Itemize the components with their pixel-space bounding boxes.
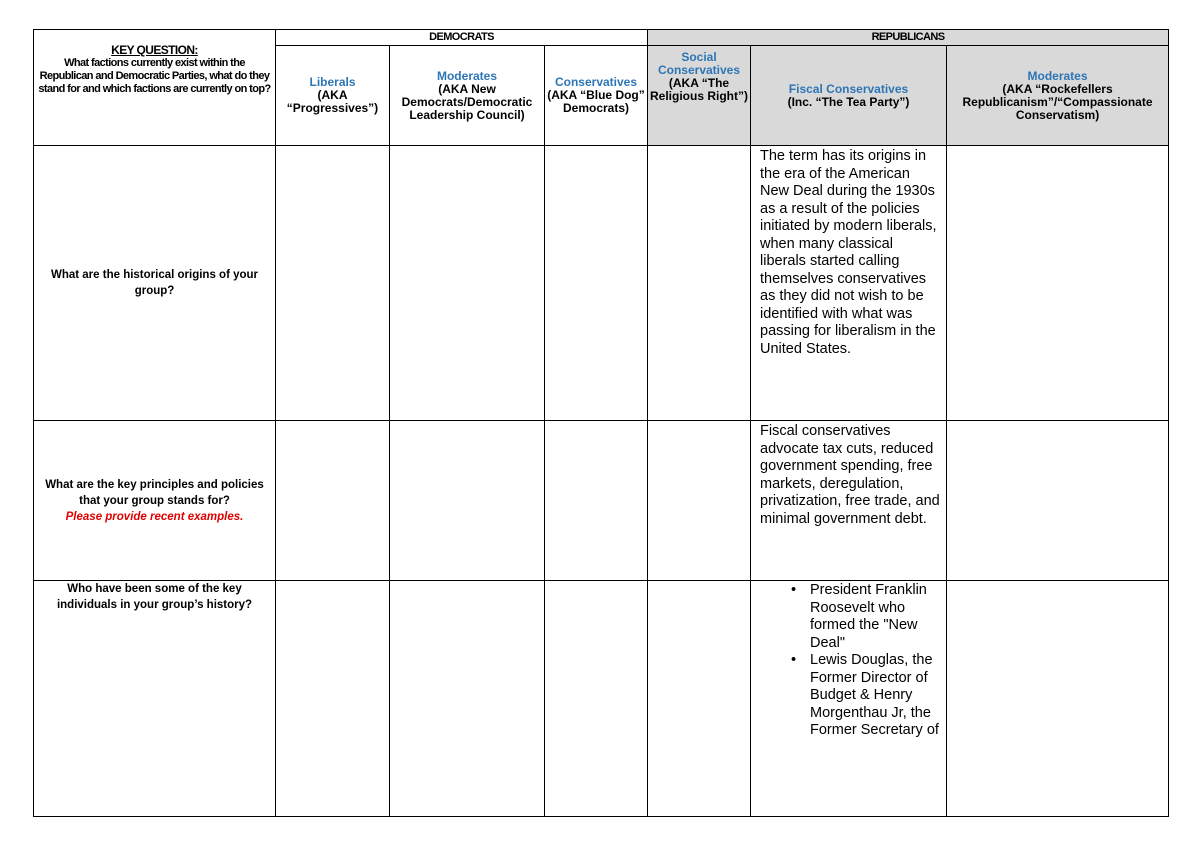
answer-fiscal-principles[interactable]: Fiscal conservatives advocate tax cuts, reduced government spending, free markets, deregulation, privatization, free trade, and minimal government debt.	[751, 421, 947, 581]
faction-name: Moderates	[436, 68, 498, 83]
faction-header-fiscal-conservatives	[751, 46, 947, 146]
democrats-header: DEMOCRATS	[276, 30, 648, 46]
list-item: • Lewis Douglas, the Former Director of Budget & Henry Morgenthau Jr, the Former Secretary of	[810, 652, 940, 740]
question-principles-note: Please provide recent examples.	[65, 510, 244, 523]
answer-fiscal-origins[interactable]: The term has its origins in the era of the American New Deal during the 1930s as a result of the policies initiated by modern liberals, when many classical liberals started calling themselves conservatives as they did not wish to be identified with what was passing for liberalism in the United States.	[751, 146, 947, 421]
faction-aka: (AKA “The Religious Right”)	[650, 76, 748, 103]
answer-cell[interactable]	[390, 421, 545, 581]
answer-cell[interactable]	[947, 146, 1169, 421]
answer-fiscal-individuals[interactable]	[751, 581, 947, 817]
faction-aka: (AKA “Progressives”)	[286, 88, 379, 115]
faction-name: Moderates	[1027, 68, 1088, 83]
faction-aka: (AKA New Democrats/Democratic Leadership Council)	[401, 81, 533, 122]
party-header-row	[34, 30, 1169, 46]
faction-aka: (AKA “Rockefellers Republicanism”/“Compassionate Conservatism)	[962, 81, 1153, 122]
faction-header-rep-moderates	[947, 46, 1169, 146]
factions-table	[33, 29, 1169, 817]
faction-aka: (AKA “Blue Dog” Democrats)	[547, 88, 645, 115]
answer-cell[interactable]	[648, 421, 751, 581]
answer-cell[interactable]	[545, 146, 648, 421]
question-principles-cell	[34, 421, 276, 581]
key-question-cell	[34, 30, 276, 146]
question-individuals: Who have been some of the key individuals in your group’s history?	[34, 581, 276, 817]
individuals-list	[760, 582, 940, 740]
key-question-title: KEY QUESTION:	[111, 43, 198, 57]
faction-name: Liberals	[309, 75, 356, 89]
answer-cell[interactable]	[648, 146, 751, 421]
faction-header-dem-conservatives	[545, 46, 648, 146]
answer-cell[interactable]	[390, 146, 545, 421]
faction-header-liberals	[276, 46, 390, 146]
key-question-text: What factions currently exist within the Republican and Democratic Parties, what do they stand for and which factions are currently on top?	[38, 57, 271, 95]
question-origins: What are the historical origins of your group?	[34, 146, 276, 421]
answer-cell[interactable]	[947, 421, 1169, 581]
answer-cell[interactable]	[947, 581, 1169, 817]
answer-cell[interactable]	[545, 581, 648, 817]
faction-aka: (Inc. “The Tea Party”)	[787, 94, 910, 109]
answer-cell[interactable]	[276, 581, 390, 817]
answer-cell[interactable]	[276, 146, 390, 421]
faction-name: Social Conservatives	[657, 50, 741, 77]
answer-cell[interactable]	[648, 581, 751, 817]
answer-cell[interactable]	[276, 421, 390, 581]
faction-header-social-conservatives	[648, 46, 751, 146]
republicans-header: REPUBLICANS	[648, 30, 1169, 46]
faction-header-dem-moderates	[390, 46, 545, 146]
list-item: • President Franklin Roosevelt who formed the "New Deal"	[810, 582, 940, 652]
row-historical-origins	[34, 146, 1169, 421]
answer-cell[interactable]	[390, 581, 545, 817]
question-principles: What are the key principles and policies that your group stands for?	[45, 478, 264, 507]
factions-worksheet	[33, 29, 1168, 816]
faction-name: Conservatives	[554, 75, 638, 89]
row-key-individuals	[34, 581, 1169, 817]
row-key-principles	[34, 421, 1169, 581]
faction-name: Fiscal Conservatives	[788, 81, 909, 96]
answer-cell[interactable]	[545, 421, 648, 581]
